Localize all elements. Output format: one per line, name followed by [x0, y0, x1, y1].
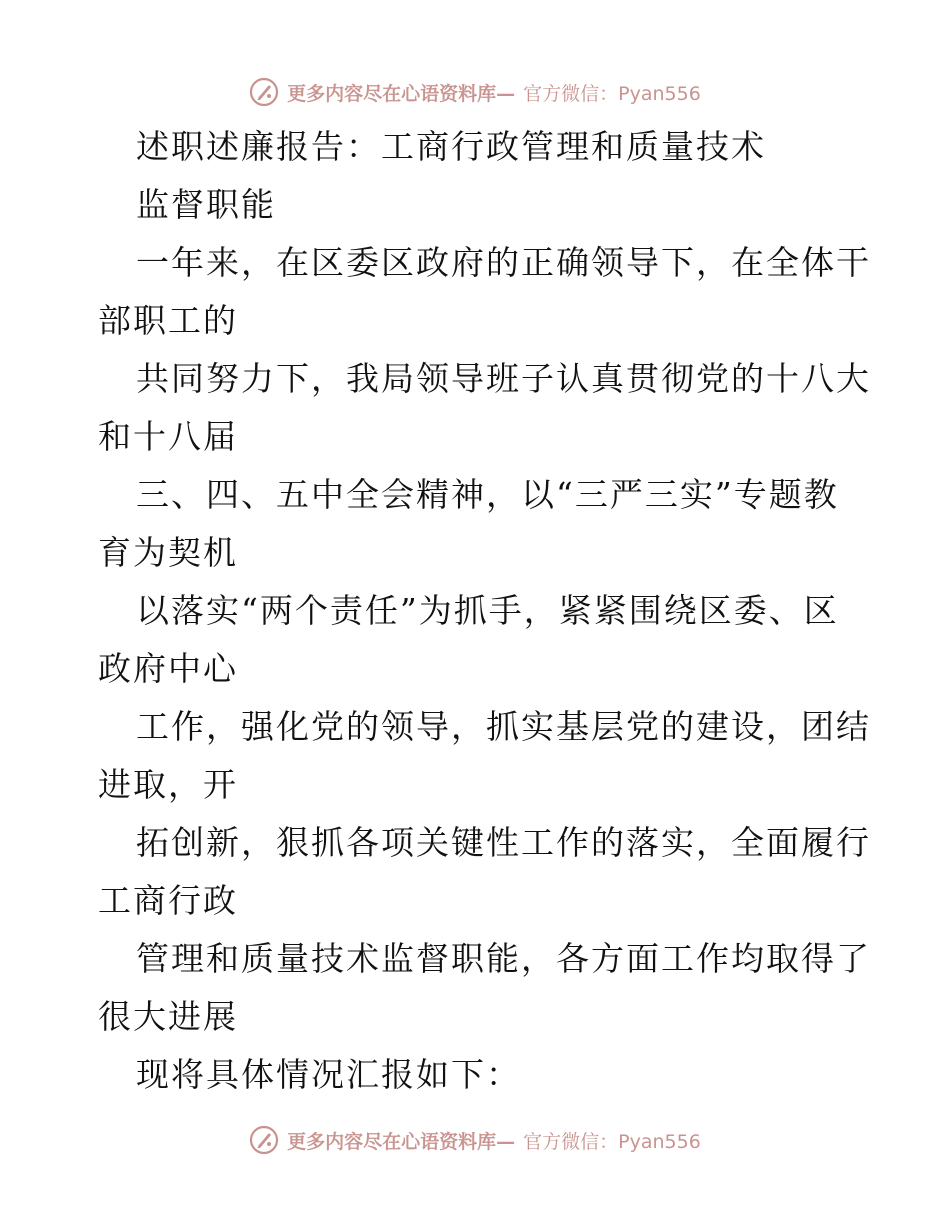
text-line: 以落实“两个责任”为抓手，紧紧围绕区委、区 — [136, 591, 839, 630]
text-line: 一年来，在区委区政府的正确领导下，在全体干 — [136, 243, 871, 282]
text-line: 三、四、五中全会精神，以“三严三实”专题教 — [136, 475, 839, 514]
quill-pen-logo-icon — [249, 1125, 279, 1155]
watermark-suffix: 官方微信：Pyan556 — [523, 1130, 701, 1153]
watermark-text: 更多内容尽在心语资料库— — [287, 1130, 516, 1153]
quill-pen-logo-icon — [249, 77, 279, 107]
text-line: 监督职能 — [136, 185, 276, 224]
text-line: 管理和质量技术监督职能，各方面工作均取得了 — [136, 939, 871, 978]
document-body — [98, 118, 871, 1104]
footer-watermark — [0, 1120, 950, 1160]
text-line: 和十八届 — [98, 417, 238, 456]
text-line: 工作，强化党的领导，抓实基层党的建设，团结 — [136, 707, 871, 746]
text-line: 政府中心 — [98, 649, 238, 688]
watermark-suffix: 官方微信：Pyan556 — [523, 82, 701, 105]
text-line: 述职述廉报告：工商行政管理和质量技术 — [136, 127, 766, 166]
text-line: 拓创新，狠抓各项关键性工作的落实，全面履行 — [136, 823, 871, 862]
watermark-text: 更多内容尽在心语资料库— — [287, 82, 516, 105]
text-line: 进取，开 — [98, 765, 238, 804]
text-line: 很大进展 — [98, 997, 238, 1036]
text-line: 共同努力下，我局领导班子认真贯彻党的十八大 — [136, 359, 871, 398]
header-watermark — [0, 72, 950, 112]
text-line: 育为契机 — [98, 533, 238, 572]
text-line: 工商行政 — [98, 881, 238, 920]
text-line: 现将具体情况汇报如下： — [136, 1055, 521, 1094]
text-line: 部职工的 — [98, 301, 238, 340]
